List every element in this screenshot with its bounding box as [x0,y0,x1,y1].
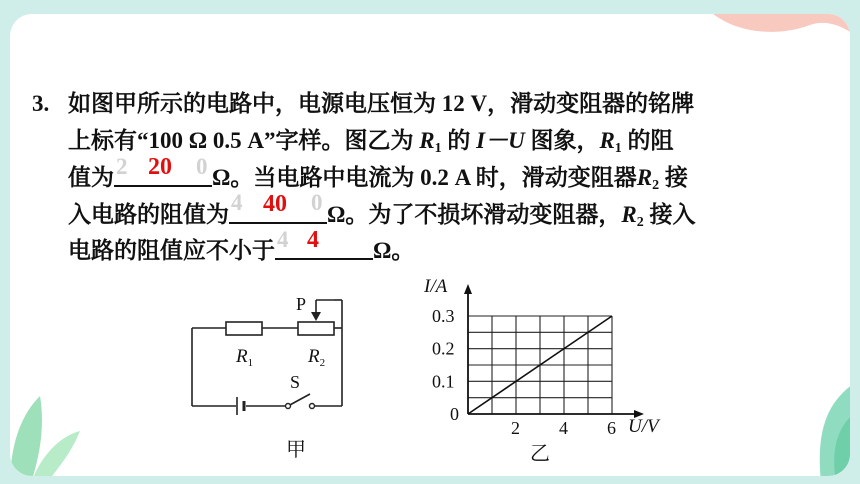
symbol-r1: $R_1$ [419,127,442,156]
ghost-digit: 2 [116,153,128,179]
slide-card [10,14,850,476]
x-tick-label: 6 [607,418,616,438]
switch-contact [310,404,315,409]
answer-blank-1[interactable] [114,153,212,187]
circuit-caption: 甲 [286,439,306,461]
question-text: 图象， [524,127,600,153]
question-text: 值为 [68,165,114,190]
question-text: Ω。当电路中电流为 0.2 A 时，滑动变阻器 [212,165,637,190]
x-axis-label: U/V [628,416,659,437]
resistor-r2 [298,322,334,335]
y-tick-label: 0.1 [432,371,455,392]
y-axis-arrow-icon [464,284,472,294]
label-s: S [290,372,301,392]
decor-leaf-left [10,376,90,476]
ghost-digit: 0 [311,190,323,215]
iu-graph [410,260,680,470]
question-text: Ω。为了不损坏滑动变阻器， [327,201,622,227]
y-tick-label: 0.3 [432,306,455,326]
x-tick-label: 2 [511,418,520,438]
question-text: 如图甲所示的电路中，电源电压恒为 12 V，滑动变阻器的铭牌 [68,91,695,116]
slider-arrow-icon [311,312,321,321]
question-text: 的 [441,127,477,153]
origin-label: 0 [450,404,459,424]
question-line-1 [68,86,848,123]
question-text: 入电路的阻值为 [68,201,229,227]
question-block [32,86,848,269]
y-axis-label: I/A [424,276,448,297]
question-line-3 [68,153,848,196]
question-text: 接 [659,165,688,190]
question-text: 上标有“100 Ω 0.5 A”字样。图乙为 [68,127,414,153]
question-line-4 [68,190,848,233]
y-tick-label: 0.2 [432,338,455,359]
circuit-diagram [186,290,406,462]
switch-contact [286,404,291,409]
symbol-r2: $R_2$ [636,165,660,193]
question-text: Ω。 [373,238,415,263]
symbol-r1: $R_1$ [599,127,622,156]
decor-blob-top-right [680,14,850,90]
decor-leaf-right [786,372,850,476]
question-line-2 [68,123,848,160]
battery-symbol [237,397,244,415]
question-text: 的阻 [621,127,674,153]
question-text: 接入 [643,201,696,227]
answer-value-2: 40 [263,190,287,217]
question-text: 电路的阻值应不小于 [68,238,275,263]
answer-value-3: 4 [307,227,319,253]
ghost-digit: 4 [277,226,289,252]
question-number: 3. [32,91,50,116]
ghost-digit: 4 [231,190,243,215]
answer-value-1: 20 [148,154,172,180]
label-r1: $R_1$ [236,346,254,369]
ghost-digit: 0 [196,153,208,179]
answer-blank-3[interactable] [275,226,373,260]
x-tick-label: 4 [559,418,568,438]
label-p: P [296,294,307,314]
label-r2: $R_2$ [308,346,326,369]
symbol-iu: I－U [476,127,525,153]
symbol-r2: $R_2$ [621,201,644,230]
chart-caption: 乙 [530,443,550,465]
resistor-r1 [226,322,262,335]
answer-blank-2[interactable] [229,190,327,224]
